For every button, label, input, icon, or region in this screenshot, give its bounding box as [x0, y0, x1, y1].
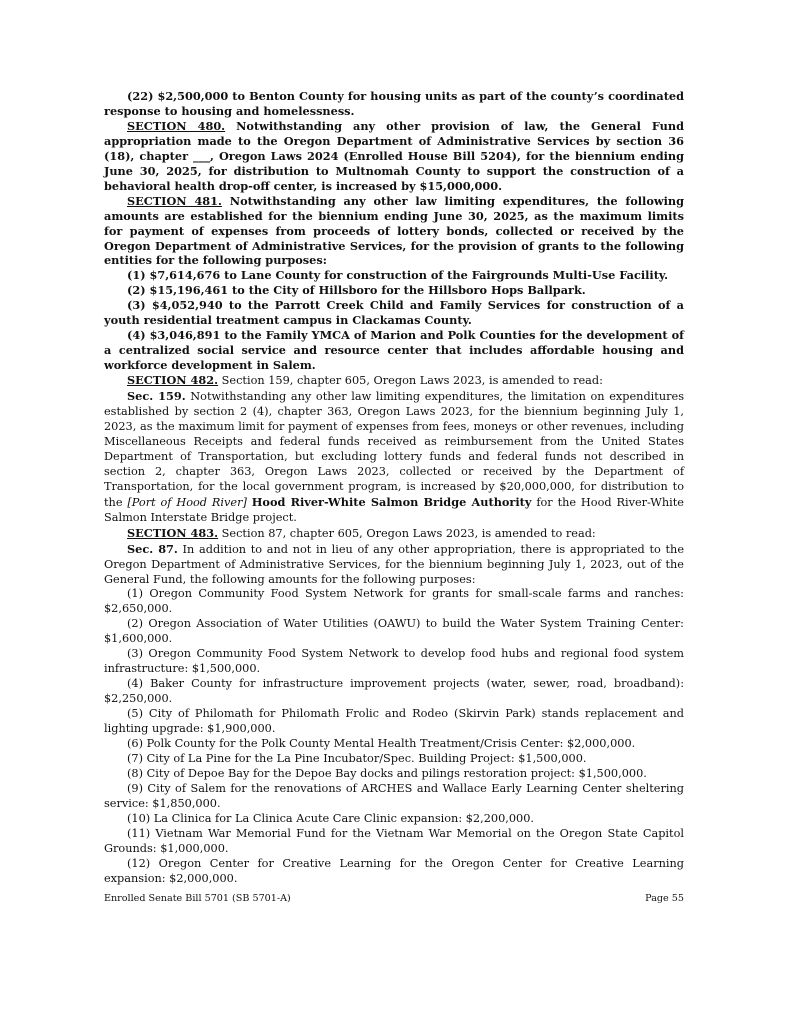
section-481 [104, 194, 684, 269]
page-footer [104, 893, 684, 904]
section-480-text: Notwithstanding any other provision of law, the General Fund appropriation made to the Oregon Department of Administrative Services by section 36 (18), chapter ___, Oregon Laws 2024 (Enrolled House Bill 5204), for the biennium ending June 30, 2025, for distribution to Multnomah County to support the construction of a behavioral health drop-off center, is increased by $15,000,000. [104, 118, 684, 193]
sec-87-item-5: (5) City of Philomath for Philomath Frolic and Rodeo (Skirvin Park) stands replacement and lighting upgrade: $1,900,000. [104, 707, 684, 736]
sec-87-item-10: (10) La Clinica for La Clinica Acute Care Clinic expansion: $2,200,000. [127, 811, 534, 825]
section-482-text: Section 159, chapter 605, Oregon Laws 2023, is amended to read: [218, 374, 603, 388]
section-481-item-2: (2) $15,196,461 to the City of Hillsboro for the Hillsboro Hops Ballpark. [127, 283, 586, 298]
sec-87-item-2: (2) Oregon Association of Water Utilities (OAWU) to build the Water System Training Center: $1,600,000. [104, 617, 684, 646]
section-481-text: Notwithstanding any other law limiting expenditures, the following amounts are established for the biennium ending June 30, 2025, as the maximum limits for payment of expenses from proceeds of lottery bonds, collected or received by the Oregon Department of Administrative Services, for the provision of grants to the following entities for the following purposes: [104, 193, 684, 268]
sec-159-deleted-text: [Port of Hood River] [127, 495, 247, 509]
section-482-heading: SECTION 482. [127, 373, 219, 388]
section-482 [104, 373, 684, 389]
section-480-heading: SECTION 480. [127, 118, 226, 133]
sec-87-item-3: (3) Oregon Community Food System Network to develop food hubs and regional food system infrastructure: $1,500,000. [104, 647, 684, 676]
section-481-heading: SECTION 481. [127, 193, 222, 208]
sec-87-heading: Sec. 87. [127, 541, 178, 556]
sec-87-item-4: (4) Baker County for infrastructure improvement projects (water, sewer, road, broadband): $2,250,000. [104, 677, 684, 706]
footer-page-number: Page 55 [645, 893, 684, 904]
sec-159 [104, 389, 684, 526]
sec-159-tail: for the Hood River-White Salmon Interstate Bridge project. [104, 495, 684, 524]
section-481-item-4: (4) $3,046,891 to the Family YMCA of Marion and Polk Counties for the development of a centralized social service and resource center that includes affordable housing and workforce development in Salem. [104, 328, 684, 373]
sec-87-item-1: (1) Oregon Community Food System Network for grants for small-scale farms and ranches: $2,650,000. [104, 587, 684, 616]
sec-87-item-9: (9) City of Salem for the renovations of ARCHES and Wallace Early Learning Center sheltering service: $1,850,000. [104, 781, 684, 810]
sec-87-text: In addition to and not in lieu of any other appropriation, there is appropriated to the Oregon Department of Administrative Services, for the biennium beginning July 1, 2023, out of the General Fund, the following amounts for the following purposes: [104, 542, 684, 586]
sec-159-text: Notwithstanding any other law limiting expenditures, the limitation on expenditures established by section 2 (4), chapter 363, Oregon Laws 2023, for the biennium beginning July 1, 2023, as the maximum limit for payment of expenses from fees, moneys or other revenues, including Miscellaneous Receipts and federal funds received as reimbursement from the United States Department of Transportation, but excluding lottery funds and federal funds not described in section 2, chapter 363, Oregon Laws 2023, collected or received by the Department of Transportation, for the local government program, is increased by $20,000,000, for distribution to the [104, 390, 684, 509]
section-483-heading: SECTION 483. [127, 525, 219, 540]
section-483-text: Section 87, chapter 605, Oregon Laws 2023, is amended to read: [218, 526, 596, 540]
sec-87-item-8: (8) City of Depoe Bay for the Depoe Bay docks and pilings restoration project: $1,500,000. [127, 766, 647, 780]
sec-87-item-7: (7) City of La Pine for the La Pine Incubator/Spec. Building Project: $1,500,000. [127, 751, 587, 765]
footer-bill-title: Enrolled Senate Bill 5701 (SB 5701-A) [104, 893, 291, 904]
section-483 [104, 526, 684, 542]
section-481-item-1: (1) $7,614,676 to Lane County for construction of the Fairgrounds Multi-Use Facility. [127, 268, 669, 283]
section-481-item-3: (3) $4,052,940 to the Parrott Creek Child and Family Services for construction of a youth residential treatment campus in Clackamas County. [104, 298, 684, 328]
sec-87 [104, 542, 684, 588]
sec-159-heading: Sec. 159. [127, 389, 186, 404]
sec-159-added-text: Hood River-White Salmon Bridge Authority [251, 494, 532, 509]
section-480 [104, 119, 684, 194]
sec-87-item-11: (11) Vietnam War Memorial Fund for the Vietnam War Memorial on the Oregon State Capitol Grounds: $1,000,000. [104, 826, 684, 855]
sec-87-item-12: (12) Oregon Center for Creative Learning for the Oregon Center for Creative Learning expansion: $2,000,000. [104, 856, 684, 885]
document-body [104, 89, 684, 887]
paragraph-22: (22) $2,500,000 to Benton County for housing units as part of the county’s coordinated response to housing and homelessness. [104, 89, 684, 118]
sec-87-item-6: (6) Polk County for the Polk County Mental Health Treatment/Crisis Center: $2,000,000. [127, 736, 636, 750]
